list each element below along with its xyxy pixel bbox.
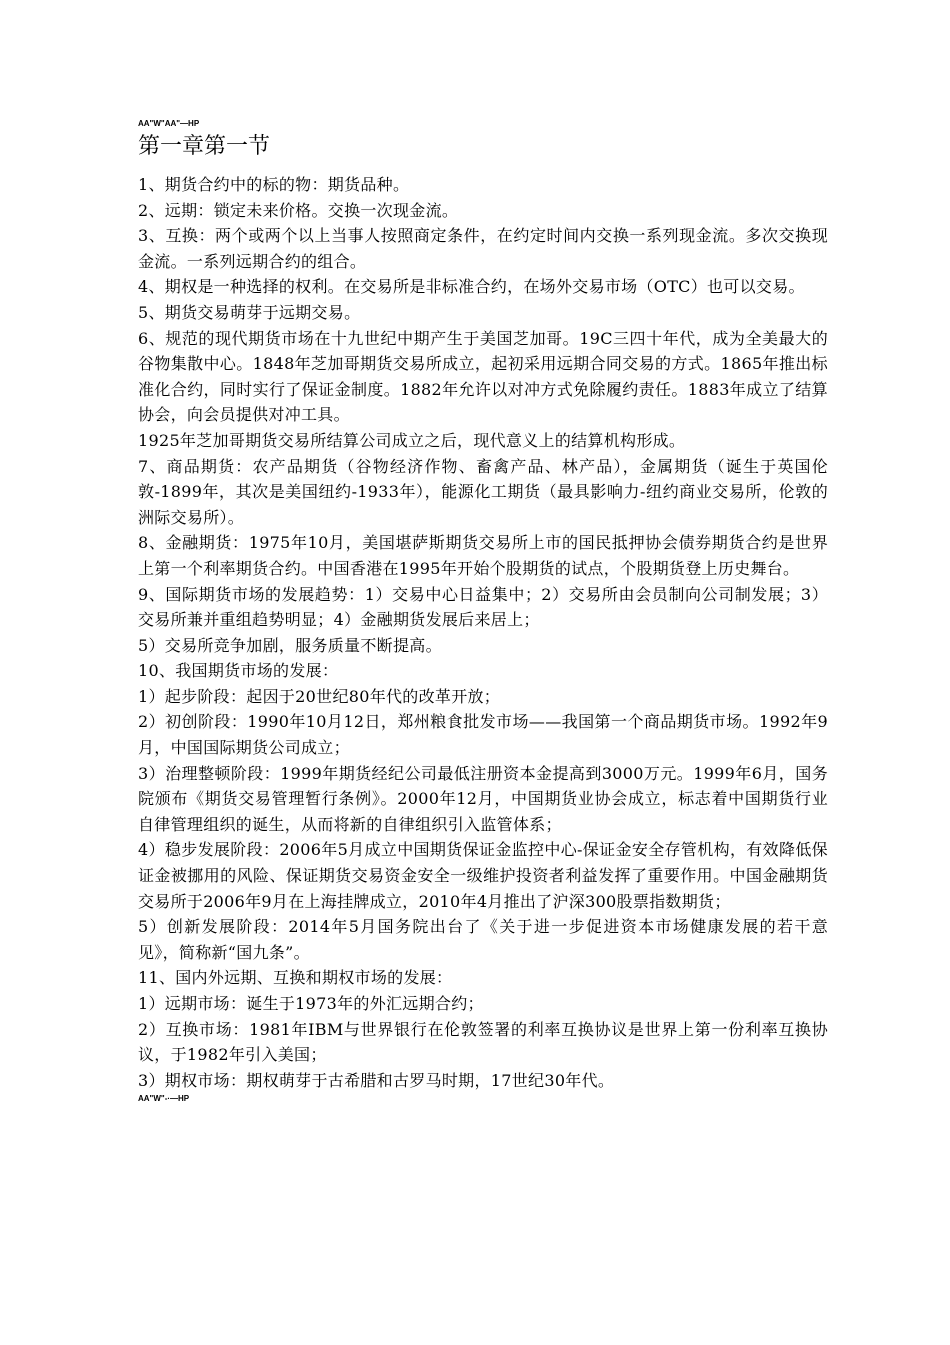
paragraph: 7、商品期货：农产品期货（谷物经济作物、畜禽产品、林产品），金属期货（诞生于英国伦敦-1899年，其次是美国纽约-1933年），能源化工期货（最具影响力-纽约商业交易所，伦敦的洲际交易所）。 <box>138 456 828 527</box>
paragraph: 1925年芝加哥期货交易所结算公司成立之后，现代意义上的结算机构形成。 <box>138 430 686 450</box>
paragraph: 2）初创阶段：1990年10月12日，郑州粮食批发市场——我国第一个商品期货市场。1992年9月，中国国际期货公司成立； <box>138 712 828 758</box>
footer-mark: AA"W"-·—HP <box>138 1094 190 1104</box>
paragraph: 1）起步阶段：起因于20世纪80年代的改革开放； <box>138 686 501 706</box>
paragraph: 3）治理整顿阶段：1999年期货经纪公司最低注册资本金提高到3000万元。1999年6月，国务院颁布《期货交易管理暂行条例》。2000年12月，中国期货业协会成立，标志着中国期货行业自律管理组织的诞生，从而将新的自律组织引入监管体系； <box>138 763 828 834</box>
paragraph: 5、期货交易萌芽于远期交易。 <box>138 302 361 322</box>
paragraph: 11、国内外远期、互换和期权市场的发展： <box>138 968 453 988</box>
paragraph: 8、金融期货：1975年10月，美国堪萨斯期货交易所上市的国民抵押协会债券期货合约是世界上第一个利率期货合约。中国香港在1995年开始个股期货的试点，个股期货登上历史舞台。 <box>138 533 828 578</box>
paragraph: 2）互换市场：1981年IBM与世界银行在伦敦签署的利率互换协议是世界上第一份利率互换协议，于1982年引入美国； <box>138 1019 828 1065</box>
paragraph: 1）远期市场：诞生于1973年的外汇远期合约； <box>138 994 484 1013</box>
paragraph: 4、期权是一种选择的权利。在交易所是非标准合约，在场外交易市场（OTC）也可以交易。 <box>138 277 805 297</box>
paragraph: 10、我国期货市场的发展： <box>138 661 339 681</box>
chapter-title: 第一章第一节 <box>138 134 271 159</box>
paragraph: 6、规范的现代期货市场在十九世纪中期产生于美国芝加哥。19C三四十年代，成为全美最大的谷物集散中心。1848年芝加哥期货交易所成立，起初采用远期合同交易的方式。1865年推出标准化合约，同时实行了保证金制度。1882年允许以对冲方式免除履约责任。1883年成立了结算协会，向会员提供对冲工具。 <box>138 328 828 425</box>
paragraph: 4）稳步发展阶段：2006年5月成立中国期货保证金监控中心-保证金安全存管机构，有效降低保证金被挪用的风险、保证期货交易资金安全一级维护投资者利益发挥了重要作用。中国金融期货交易所于2006年9月在上海挂牌成立，2010年4月推出了沪深300股票指数期货； <box>138 840 828 911</box>
paragraph: 2、远期：锁定未来价格。交换一次现金流。 <box>138 200 459 220</box>
header-mark: AA"W"AA"—HP <box>138 119 200 128</box>
paragraph: 9、国际期货市场的发展趋势：1）交易中心日益集中；2）交易所由会员制向公司制发展；3）交易所兼并重组趋势明显；4）金融期货发展后来居上； <box>138 584 828 630</box>
paragraph: 1、期货合约中的标的物：期货品种。 <box>138 175 410 194</box>
paragraph: 3、互换：两个或两个以上当事人按照商定条件，在约定时间内交换一系列现金流。多次交换现金流。一系列远期合约的组合。 <box>138 226 828 271</box>
document-page <box>138 118 828 1105</box>
paragraph: 5）交易所竞争加剧，服务质量不断提高。 <box>138 635 442 655</box>
paragraph: 3）期权市场：期权萌芽于古希腊和古罗马时期，17世纪30年代。 <box>138 1070 615 1090</box>
body-text <box>138 172 828 1093</box>
paragraph: 5）创新发展阶段：2014年5月国务院出台了《关于进一步促进资本市场健康发展的若干意见》，简称新“国九条”。 <box>138 917 828 962</box>
